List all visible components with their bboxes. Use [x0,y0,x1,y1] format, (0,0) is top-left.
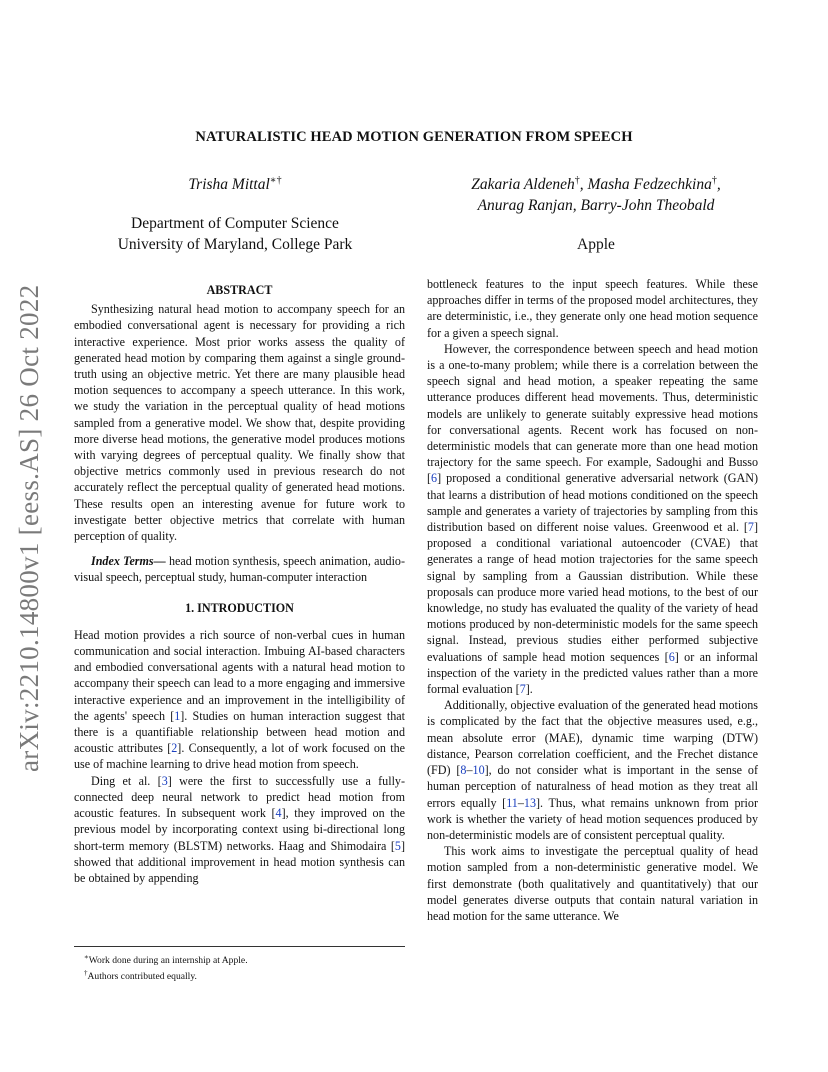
affiliation-dept: Department of Computer Science [131,215,339,233]
section-heading-introduction: 1. INTRODUCTION [185,600,294,615]
citation-link[interactable]: 11 [506,795,518,810]
body-paragraph-2: However, the correspondence between speech and head motion is a one-to-many problem; while there is a correlation between the speech signal and head motion, a speaker repeating the same utterance produces different head movements. Thus, deterministic models are unlikely to generate suitably expressive head motions for conversational agents. Recent work has focused on non-deterministic models that can generate more than one head motion trajectory for the same speech. For example, Sadoughi and Busso [6] proposed a conditional generative adversarial network (GAN) that learns a distribution of head motions conditioned on the speech sample and generates a variety of trajectories by sampling from this distribution based on different noise values. Greenwood et al. [7] proposed a conditional variational autoencoder (CVAE) that generates a range of head motion trajectories for the same speech signal by sampling from a Gaussian distribution. While these proposals can produce more varied head motions, to the best of our knowledge, no study has evaluated the quality of the variety of head motions produced by non-deterministic models for the same speech signal. Instead, previous studies either performed subjective evaluations of sample head motion sequences [6] or an informal inspection of the variety in the predicted values rather than a more formal evaluation [7]. [427,341,759,697]
author-block-left [60,170,410,255]
footnote-equal-contribution: †Authors contributed equally. [84,969,197,983]
index-terms: Index Terms— head motion synthesis, speech animation, audio-visual speech, perceptual study, human-computer interaction [74,554,406,585]
author-name-left: Trisha Mittal∗† [188,175,282,194]
arxiv-identifier-stamp: arXiv:2210.14800v1 [eess.AS] 26 Oct 2022 [14,284,44,772]
abstract-text: Synthesizing natural head motion to accompany speech for an embodied conversational agent is necessary for providing a rich interactive experience. Most prior works assess the quality of generated head motion by comparing them against a single ground-truth using an objective metric. Yet there are many plausible head motion sequences to accompany a speech utterance. In this work, we study the variation in the perceptual quality of head motions sampled from a generative model. We show that, despite providing more diverse head motions, the generative model produces motions with varying degrees of perceptual quality. We finally show that objective metrics commonly used in previous research do not accurately reflect the perceptual quality of generated head motions. These results open an interesting avenue for future work to investigate better objective metrics that correlate with human perception of quality. [74,302,405,544]
citation-link[interactable]: 7 [519,682,526,697]
right-column [427,276,758,924]
citation-link[interactable]: 2 [171,741,178,756]
affiliation-right: Apple [577,236,615,254]
intro-paragraph-2: Ding et al. [3] were the first to successfully use a fully-connected deep neural network to predict head motion from acoustic features. In subsequent work [4], they improved on the previous model by incorporating context using bi-directional long short-term memory (BLSTM) networks. Haag and Shimodaira [5] showed that additional improvement in head motion synthesis can be obtained by appending [74,773,406,885]
citation-link[interactable]: 6 [668,649,675,664]
index-terms-label: Index Terms— [91,554,166,569]
author-block-right [420,170,772,255]
citation-link[interactable]: 13 [523,795,536,810]
footnotes [74,946,405,983]
citation-link[interactable]: 10 [472,763,485,778]
author-names-right-line2: Anurag Ranjan, Barry-John Theobald [477,197,715,215]
citation-link[interactable]: 7 [747,520,754,535]
abstract-heading: ABSTRACT [206,283,273,297]
citation-link[interactable]: 1 [174,708,181,723]
footnote-internship: ∗Work done during an internship at Apple. [84,953,248,967]
body-paragraph-4: This work aims to investigate the perceptual quality of head motion sampled from a non-deterministic generative model. We first demonstrate (both qualitatively and quantitatively) that our model generates diverse outputs that contain natural variation in head motion for the same utterance. We [427,844,758,923]
body-paragraph-1: bottleneck features to the input speech features. While these approaches differ in terms of the proposed model architectures, they are deterministic, i.e., they generate only one head motion sequence for a given a speech signal. [427,277,758,340]
left-column [74,282,405,886]
affiliation-university: University of Maryland, College Park [117,236,353,254]
author-names-right-line1: Zakaria Aldeneh†, Masha Fedzechkina†, [471,175,721,194]
affiliation-left [60,213,410,255]
citation-link[interactable]: 8 [460,763,467,778]
paper-title: NATURALISTIC HEAD MOTION GENERATION FROM SPEECH [195,129,633,145]
citation-link[interactable]: 6 [431,471,438,486]
body-paragraph-3: Additionally, objective evaluation of the generated head motions is complicated by the fact that the objective measures used, e.g., mean absolute error (MAE), dynamic time warping (DTW) distance, Pearson correlation coefficient, and the Frechet distance (FD) [8–10], do not consider what is important in the sense of human perception of naturalness of head motion as they treat all errors equally [11–13]. Thus, what remains unknown from prior work is whether the variety of head motion sequences produced by non-deterministic models are of consistent perceptual quality. [427,698,758,842]
intro-paragraph-1: Head motion provides a rich source of non-verbal cues in human communication and social interaction. Imbuing AI-based characters and embodied conversational agents with a natural head motion to accompany their speech can lead to a more engaging and immersive interactive experience and an improvement in the intelligibility of the agents' speech [1]. Studies on human interaction suggest that there is a quantifiable relationship between head motion and acoustic attributes [2]. Consequently, a lot of work focused on the use of machine learning to drive head motion from speech. [74,627,405,772]
citation-link[interactable]: 3 [161,773,168,788]
citation-link[interactable]: 4 [275,806,282,821]
citation-link[interactable]: 5 [394,838,401,853]
